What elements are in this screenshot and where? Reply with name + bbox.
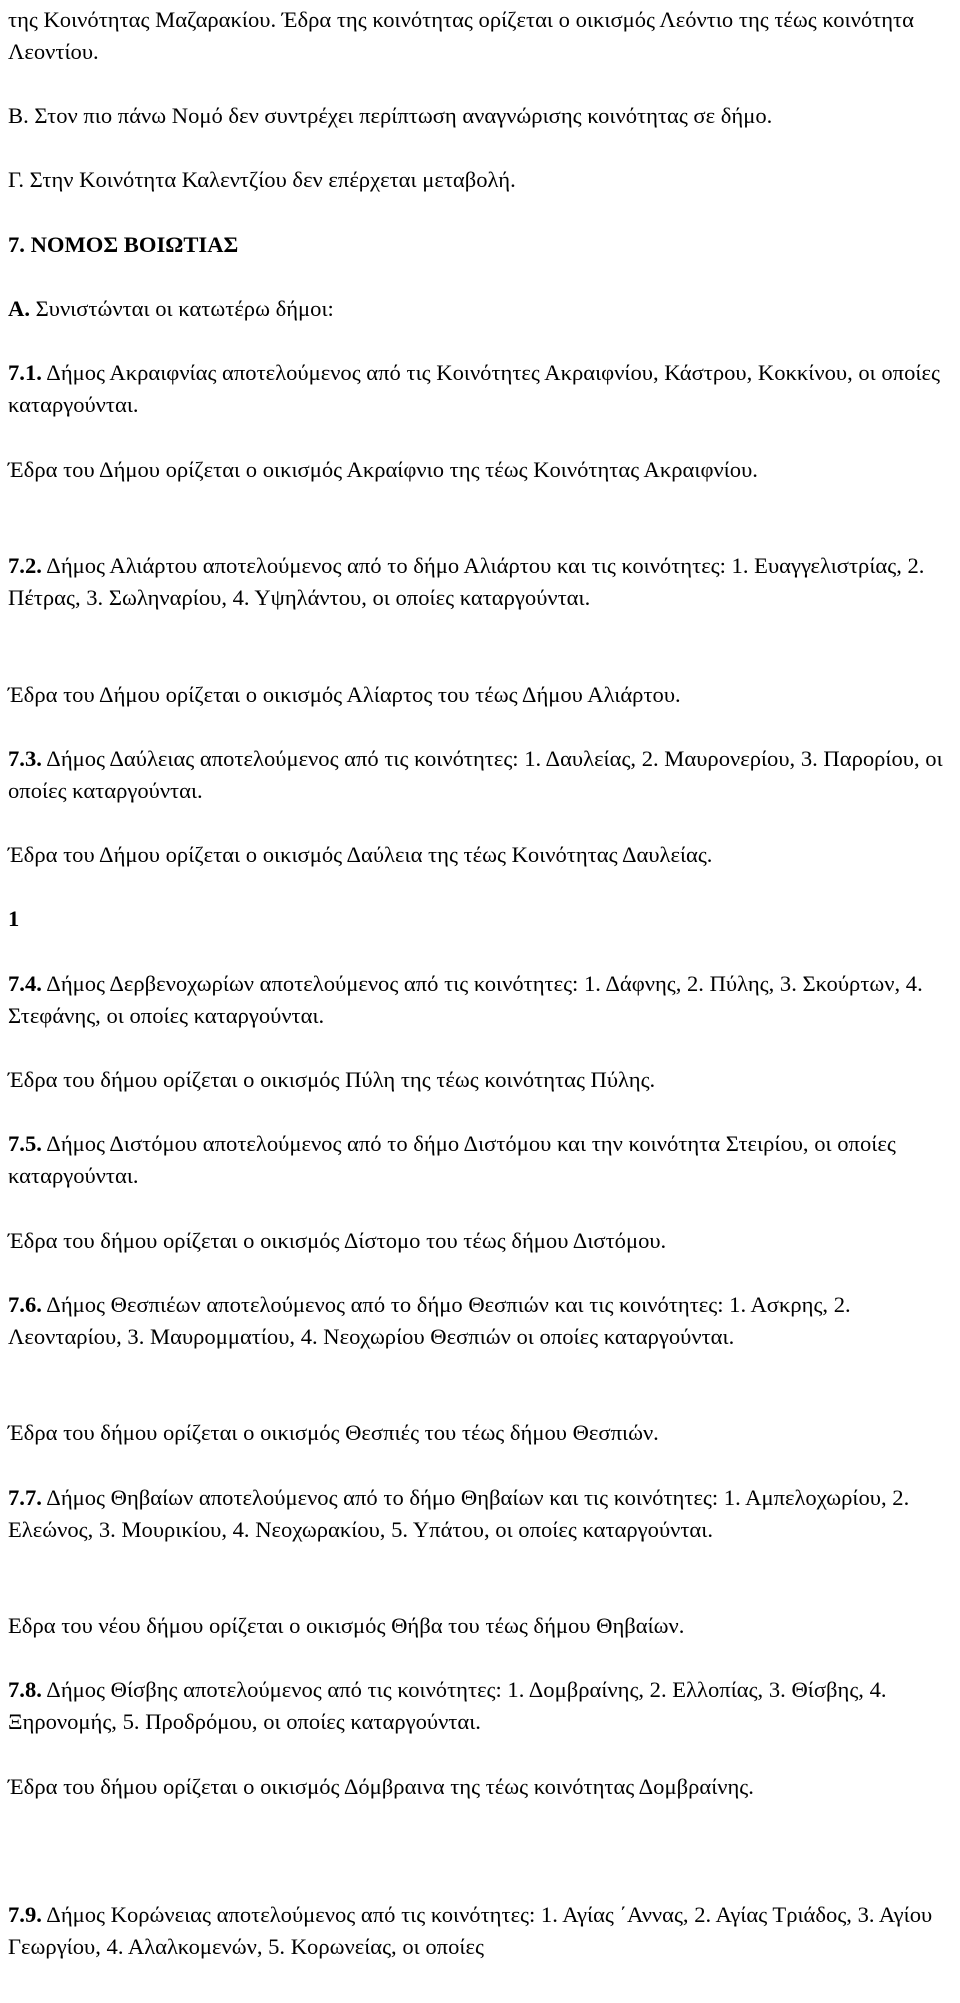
item-number: 7.8. xyxy=(8,1677,42,1702)
item-number: 7.5. xyxy=(8,1131,42,1156)
municipality-item xyxy=(8,1128,953,1192)
paragraph-text: Έδρα του Δήμου ορίζεται ο οικισμός Ακραίφνιο της τέως Κοινότητας Ακραιφνίου. xyxy=(8,457,758,482)
municipality-item xyxy=(8,550,953,614)
subsection-heading xyxy=(8,293,953,325)
heading-text: 7. ΝΟΜΟΣ ΒΟΙΩΤΙΑΣ xyxy=(8,232,239,257)
seat-paragraph xyxy=(8,1064,953,1096)
seat-paragraph xyxy=(8,1610,953,1642)
item-number: 7.9. xyxy=(8,1902,42,1927)
paragraph-text: Έδρα του Δήμου ορίζεται ο οικισμός Δαύλεια της τέως Κοινότητας Δαυλείας. xyxy=(8,842,713,867)
paragraph-text: Έδρα του δήμου ορίζεται ο οικισμός Δίστομο του τέως δήμου Διστόμου. xyxy=(8,1228,667,1253)
paragraph-text: Δήμος Αλιάρτου αποτελούμενος από το δήμο Αλιάρτου και τις κοινότητες: 1. Ευαγγελιστρίας, 2. Πέτρας, 3. Σωληναρίου, 4. Υψηλάντου, οι οποίες καταργούνται. xyxy=(8,553,925,610)
seat-paragraph xyxy=(8,679,953,711)
paragraph-note-c xyxy=(8,164,953,196)
paragraph-text: Δήμος Θίσβης αποτελούμενος από τις κοινότητες: 1. Δομβραίνης, 2. Ελλοπίας, 3. Θίσβης, 4. Ξηρονομής, 5. Προδρόμου, οι οποίες καταργούνται. xyxy=(8,1677,887,1734)
seat-paragraph xyxy=(8,454,953,486)
page-number xyxy=(8,903,953,935)
paragraph-text: Δήμος Ακραιφνίας αποτελούμενος από τις Κοινότητες Ακραιφνίου, Κάστρου, Κοκκίνου, οι οποίες καταργούνται. xyxy=(8,360,940,417)
paragraph-text: Έδρα του δήμου ορίζεται ο οικισμός Δόμβραινα της τέως κοινότητας Δομβραίνης. xyxy=(8,1774,754,1799)
seat-paragraph xyxy=(8,1771,953,1803)
paragraph-note-b xyxy=(8,100,953,132)
paragraph-continuation xyxy=(8,4,953,68)
item-number: 7.1. xyxy=(8,360,42,385)
paragraph-text: Δήμος Θεσπιέων αποτελούμενος από το δήμο Θεσπιών και τις κοινότητες: 1. Ασκρης, 2. Λεονταρίου, 3. Μαυρομματίου, 4. Νεοχωρίου Θεσπιών οι οποίες καταργούνται. xyxy=(8,1292,851,1349)
paragraph-text: της Κοινότητας Μαζαρακίου. Έδρα της κοινότητας ορίζεται ο οικισμός Λεόντιο της τέως κοινότητα Λεοντίου. xyxy=(8,7,914,64)
item-number: 7.6. xyxy=(8,1292,42,1317)
paragraph-text: Δήμος Θηβαίων αποτελούμενος από το δήμο Θηβαίων και τις κοινότητες: 1. Αμπελοχωρίου, 2. Ελεώνος, 3. Μουρικίου, 4. Νεοχωρακίου, 5. Υπάτου, οι οποίες καταργούνται. xyxy=(8,1485,910,1542)
item-number: 7.7. xyxy=(8,1485,42,1510)
paragraph-text: Έδρα του δήμου ορίζεται ο οικισμός Πύλη της τέως κοινότητας Πύλης. xyxy=(8,1067,656,1092)
page-number-text: 1 xyxy=(8,906,20,931)
paragraph-text: Έδρα του Δήμου ορίζεται ο οικισμός Αλίαρτος του τέως Δήμου Αλιάρτου. xyxy=(8,682,681,707)
paragraph-text: Συνιστώνται οι κατωτέρω δήμοι: xyxy=(29,296,334,321)
paragraph-text: Έδρα του δήμου ορίζεται ο οικισμός Θεσπιές του τέως δήμου Θεσπιών. xyxy=(8,1420,659,1445)
item-number: 7.2. xyxy=(8,553,42,578)
section-heading xyxy=(8,229,953,261)
municipality-item xyxy=(8,743,953,807)
municipality-item xyxy=(8,357,953,421)
item-number: 7.4. xyxy=(8,971,42,996)
paragraph-text: Γ. Στην Κοινότητα Καλεντζίου δεν επέρχεται μεταβολή. xyxy=(8,167,516,192)
municipality-item xyxy=(8,1289,953,1353)
item-number: Α. xyxy=(8,296,30,321)
municipality-item xyxy=(8,1899,953,1963)
paragraph-text: Δήμος Δερβενοχωρίων αποτελούμενος από τις κοινότητες: 1. Δάφνης, 2. Πύλης, 3. Σκούρτων, 4. Στεφάνης, οι οποίες καταργούνται. xyxy=(8,971,923,1028)
seat-paragraph xyxy=(8,839,953,871)
municipality-item xyxy=(8,968,953,1032)
municipality-item xyxy=(8,1482,953,1546)
paragraph-text: Δήμος Κορώνειας αποτελούμενος από τις κοινότητες: 1. Αγίας ΄Αννας, 2. Αγίας Τριάδος, 3. Αγίου Γεωργίου, 4. Αλαλκομενών, 5. Κορωνείας, οι οποίες xyxy=(8,1902,933,1959)
item-number: 7.3. xyxy=(8,746,42,771)
seat-paragraph xyxy=(8,1417,953,1449)
paragraph-text: Δήμος Διστόμου αποτελούμενος από το δήμο Διστόμου και την κοινότητα Στειρίου, οι οποίες καταργούνται. xyxy=(8,1131,896,1188)
paragraph-text: Δήμος Δαύλειας αποτελούμενος από τις κοινότητες: 1. Δαυλείας, 2. Μαυρονερίου, 3. Παρορίου, οι οποίες καταργούνται. xyxy=(8,746,943,803)
paragraph-text: Εδρα του νέου δήμου ορίζεται ο οικισμός Θήβα του τέως δήμου Θηβαίων. xyxy=(8,1613,685,1638)
seat-paragraph xyxy=(8,1225,953,1257)
paragraph-text: Β. Στον πιο πάνω Νομό δεν συντρέχει περίπτωση αναγνώρισης κοινότητας σε δήμο. xyxy=(8,103,773,128)
municipality-item xyxy=(8,1674,953,1738)
